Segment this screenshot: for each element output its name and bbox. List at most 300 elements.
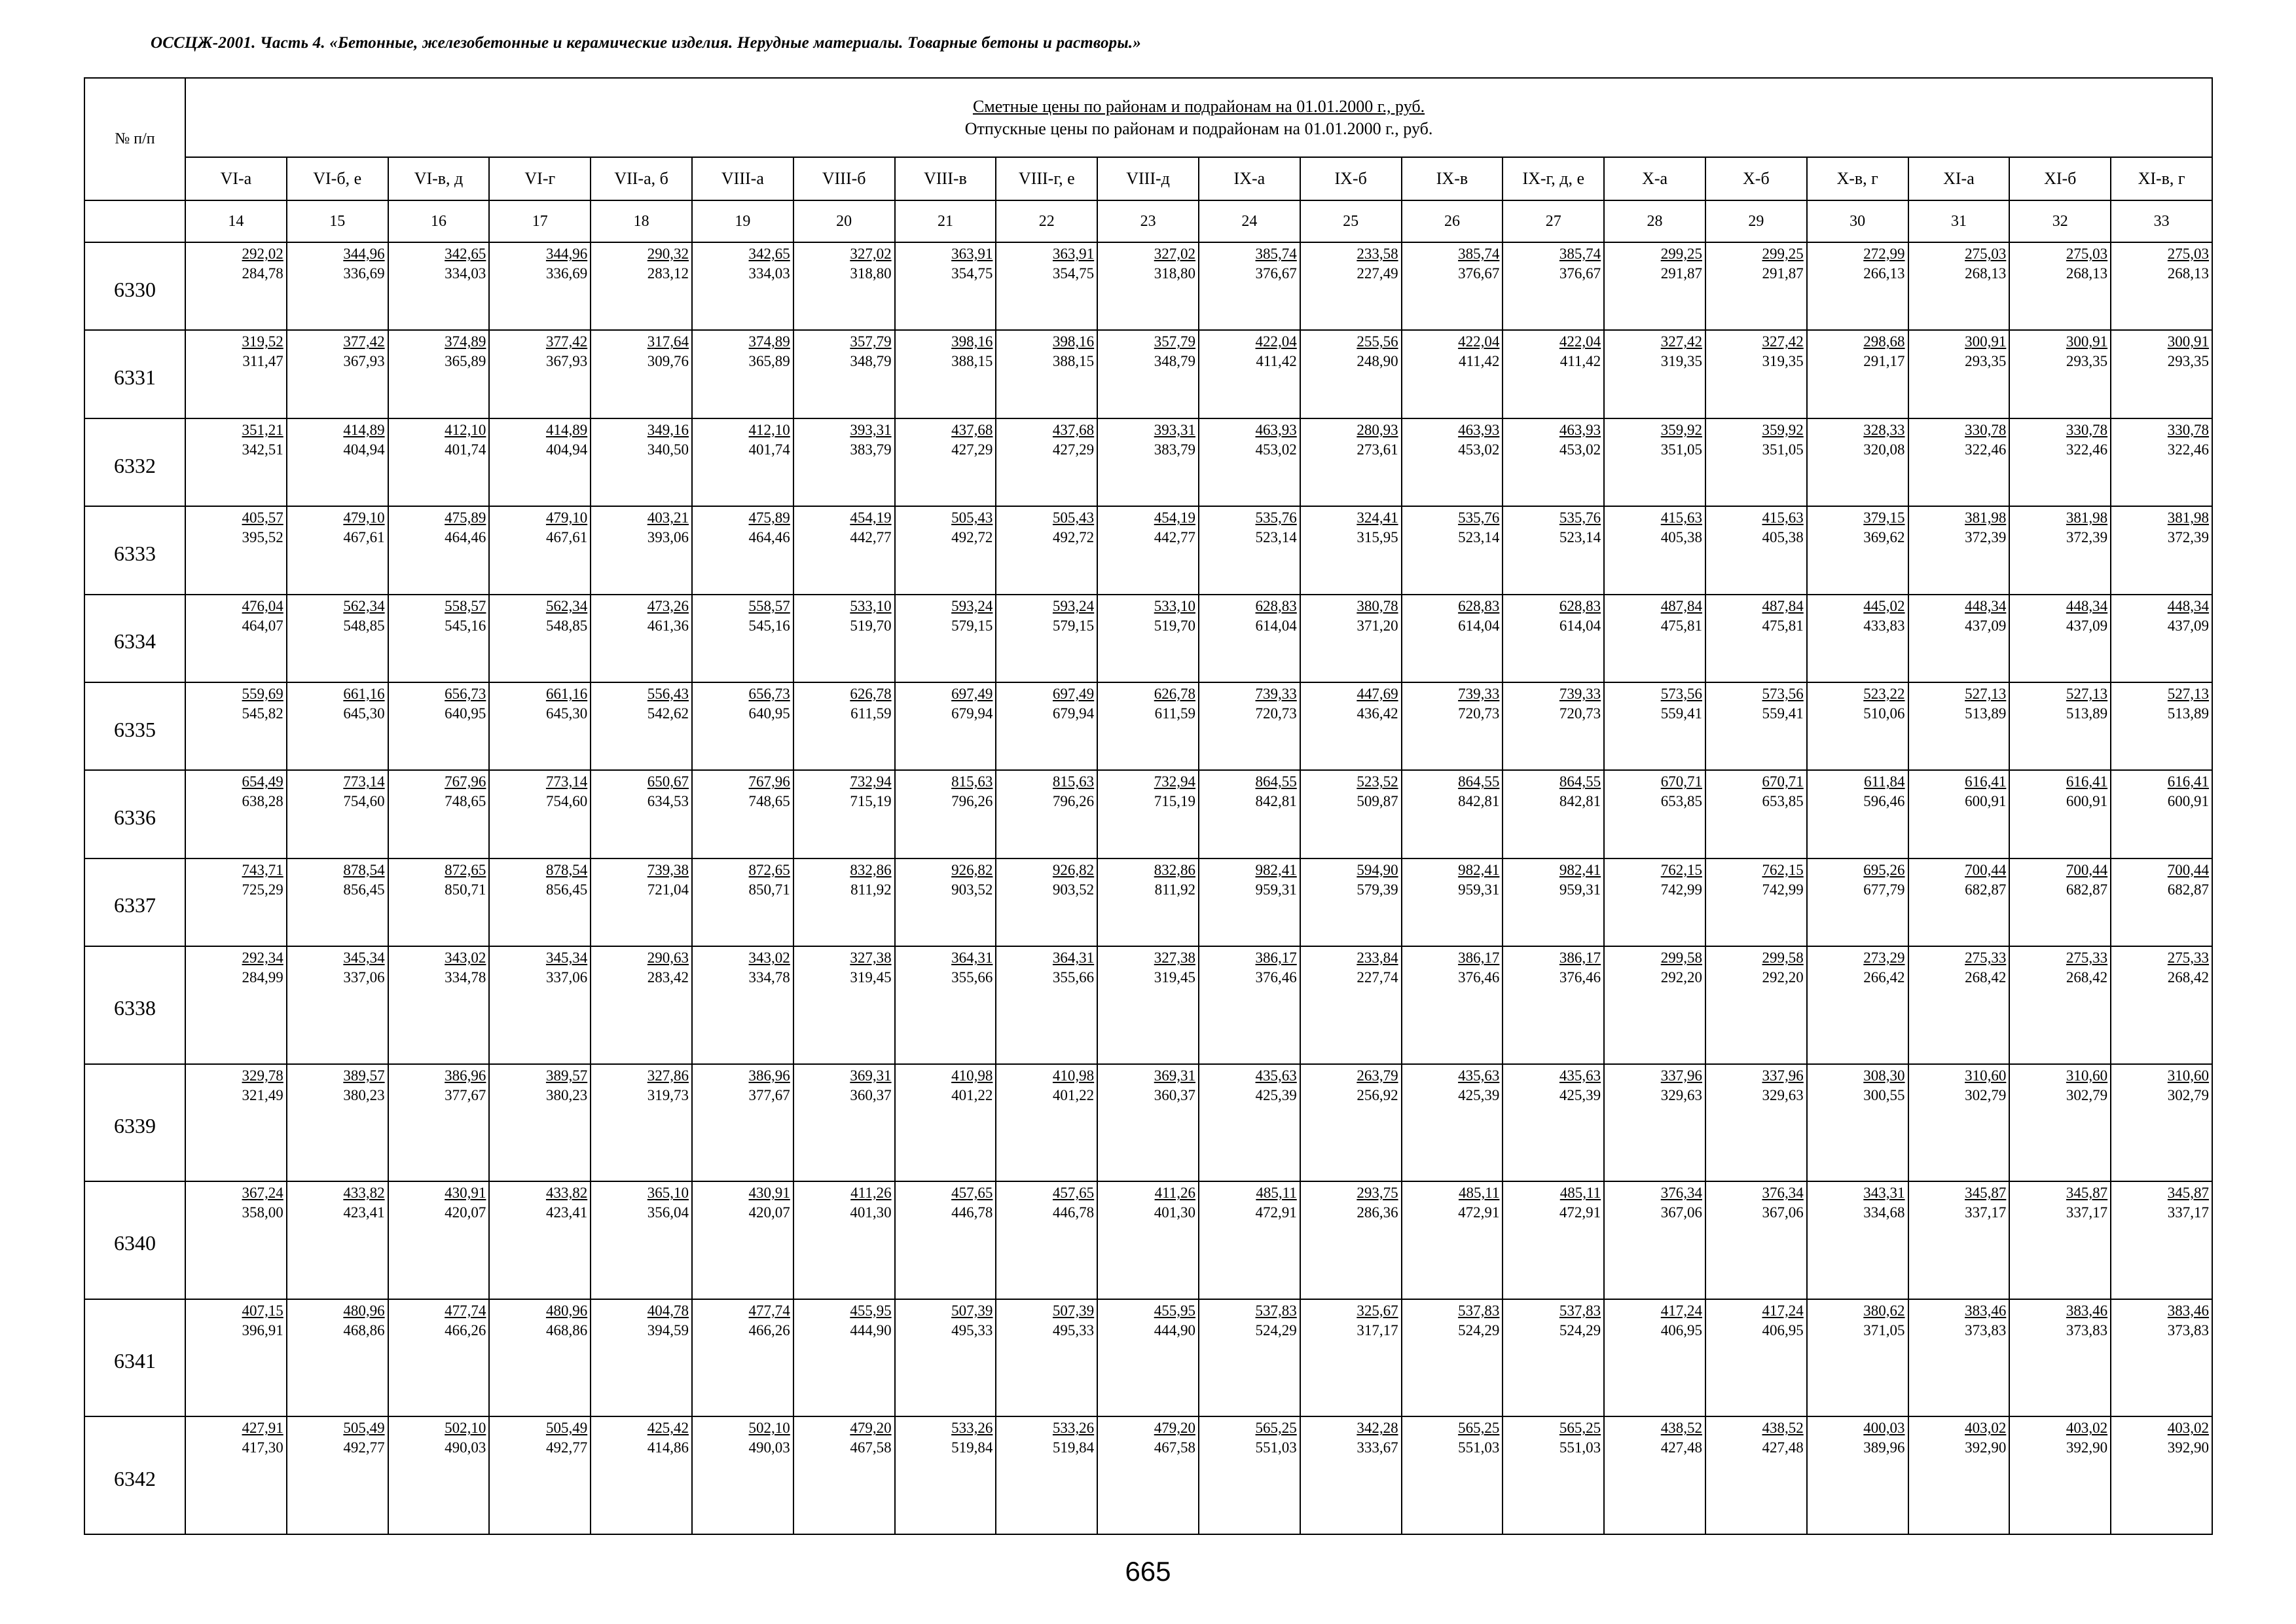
release-price: 388,15 (1052, 353, 1095, 370)
column-number: 14 (185, 200, 287, 242)
release-price: 411,42 (1458, 353, 1500, 370)
estimate-price: 485,11 (1256, 1185, 1297, 1202)
price-cell (185, 242, 287, 330)
estimate-price: 773,14 (343, 773, 385, 790)
estimate-price: 878,54 (343, 861, 385, 878)
release-price: 358,00 (242, 1204, 283, 1221)
estimate-price: 661,16 (545, 685, 588, 702)
estimate-price: 533,10 (1154, 597, 1195, 614)
price-cell (1705, 595, 1807, 682)
release-price: 842,81 (1559, 793, 1601, 810)
row-number: 6333 (84, 506, 185, 594)
estimate-price: 487,84 (1762, 597, 1804, 614)
estimate-price: 327,86 (647, 1067, 689, 1084)
price-cell (2009, 1064, 2111, 1182)
release-price: 227,49 (1357, 265, 1398, 282)
price-cell (1908, 506, 2010, 594)
price-cell (2009, 770, 2111, 858)
table-row (84, 1416, 2212, 1534)
price-cell (1908, 682, 2010, 770)
release-price: 524,29 (1458, 1321, 1500, 1338)
district-header: XI-а (1908, 157, 2010, 200)
price-cell (1807, 418, 1908, 506)
price-cell (287, 682, 388, 770)
price-cell (996, 946, 1097, 1064)
price-cell (1402, 595, 1503, 682)
estimate-price: 374,89 (445, 333, 486, 350)
price-cell (1300, 595, 1402, 682)
estimate-price: 437,68 (951, 421, 993, 438)
estimate-price: 573,56 (1762, 685, 1804, 702)
table-row (84, 1181, 2212, 1299)
release-price: 342,51 (242, 441, 283, 458)
price-cell (1300, 242, 1402, 330)
estimate-price: 505,49 (545, 1420, 588, 1437)
estimate-price: 628,83 (1559, 597, 1601, 614)
price-cell (895, 770, 996, 858)
estimate-price: 537,83 (1458, 1302, 1500, 1319)
price-cell (1402, 1299, 1503, 1417)
release-price: 523,14 (1458, 529, 1500, 546)
estimate-price: 299,25 (1762, 246, 1804, 263)
release-price: 425,39 (1255, 1086, 1297, 1103)
row-number: 6335 (84, 682, 185, 770)
column-number-empty (84, 200, 185, 242)
release-price: 545,16 (445, 617, 486, 634)
estimate-price: 507,39 (1052, 1302, 1095, 1319)
price-cell (1402, 1416, 1503, 1534)
release-price: 372,39 (2167, 529, 2210, 546)
release-price: 401,22 (1052, 1086, 1095, 1103)
release-price: 411,42 (1559, 353, 1601, 370)
column-number: 22 (996, 200, 1097, 242)
estimate-price: 454,19 (850, 509, 892, 526)
release-price: 372,39 (2066, 529, 2108, 546)
estimate-price: 324,41 (1357, 509, 1398, 526)
price-cell (591, 946, 692, 1064)
price-cell (287, 242, 388, 330)
estimate-price: 864,55 (1255, 773, 1297, 790)
estimate-price: 363,91 (951, 246, 993, 263)
release-price: 850,71 (748, 881, 790, 898)
price-cell (895, 330, 996, 418)
release-price: 334,03 (748, 265, 790, 282)
price-cell (2009, 1299, 2111, 1417)
price-cell (591, 770, 692, 858)
release-price: 371,20 (1357, 617, 1398, 634)
release-price: 291,87 (1660, 265, 1702, 282)
district-header: IX-в (1402, 157, 1503, 200)
release-price: 356,04 (647, 1204, 689, 1221)
price-cell (895, 1416, 996, 1534)
price-cell (793, 1181, 895, 1299)
release-price: 472,91 (1559, 1204, 1601, 1221)
price-cell (287, 1064, 388, 1182)
column-number: 25 (1300, 200, 1402, 242)
release-price: 394,59 (647, 1321, 689, 1338)
price-cell (287, 330, 388, 418)
release-price: 351,05 (1660, 441, 1702, 458)
price-cell (793, 946, 895, 1064)
price-cell (1097, 330, 1199, 418)
table-row (84, 242, 2212, 330)
price-cell (1705, 506, 1807, 594)
release-price: 467,58 (850, 1439, 892, 1456)
release-price: 401,30 (1154, 1204, 1195, 1221)
release-price: 472,91 (1458, 1204, 1500, 1221)
estimate-price: 616,41 (2066, 773, 2108, 790)
estimate-price: 438,52 (1660, 1420, 1702, 1437)
estimate-price: 457,65 (951, 1185, 993, 1202)
price-cell (1199, 242, 1300, 330)
estimate-price: 533,10 (850, 597, 892, 614)
estimate-price: 477,74 (748, 1302, 790, 1319)
price-cell (895, 595, 996, 682)
estimate-price: 412,10 (748, 421, 790, 438)
release-price: 492,72 (1052, 529, 1095, 546)
estimate-price: 403,02 (2167, 1420, 2210, 1437)
release-price: 393,06 (647, 529, 689, 546)
release-price: 437,09 (1965, 617, 2007, 634)
estimate-price: 329,78 (242, 1067, 283, 1084)
release-price: 351,05 (1762, 441, 1804, 458)
estimate-price: 502,10 (445, 1420, 486, 1437)
price-cell (1908, 418, 2010, 506)
release-price: 682,87 (2066, 881, 2108, 898)
price-cell (1097, 506, 1199, 594)
release-price: 679,94 (1052, 705, 1095, 722)
release-price: 319,45 (850, 969, 892, 986)
release-price: 311,47 (242, 353, 283, 370)
release-price: 959,31 (1559, 881, 1601, 898)
release-price: 682,87 (2167, 881, 2210, 898)
estimate-price: 415,63 (1660, 509, 1702, 526)
price-cell (287, 858, 388, 946)
estimate-price: 476,04 (242, 597, 283, 614)
price-cell (2111, 595, 2212, 682)
estimate-price: 616,41 (2167, 773, 2210, 790)
estimate-price: 369,31 (850, 1067, 892, 1084)
price-cell (388, 1181, 490, 1299)
release-price: 337,17 (2066, 1204, 2108, 1221)
estimate-price: 654,49 (242, 773, 283, 790)
estimate-price: 732,94 (1154, 773, 1195, 790)
release-price: 453,02 (1458, 441, 1500, 458)
estimate-price: 447,69 (1357, 685, 1398, 702)
row-number: 6336 (84, 770, 185, 858)
price-cell (287, 1181, 388, 1299)
estimate-price: 330,78 (2167, 421, 2210, 438)
estimate-price: 299,58 (1762, 950, 1804, 967)
price-cell (489, 330, 591, 418)
price-cell (1705, 242, 1807, 330)
release-price: 388,15 (951, 353, 993, 370)
estimate-price: 437,68 (1052, 421, 1095, 438)
estimate-price: 475,89 (748, 509, 790, 526)
release-price: 322,46 (2167, 441, 2210, 458)
price-cell (1503, 506, 1604, 594)
price-cell (388, 858, 490, 946)
price-cell (895, 1064, 996, 1182)
estimate-price: 385,74 (1255, 246, 1297, 263)
price-cell (287, 418, 388, 506)
estimate-price: 327,42 (1762, 333, 1804, 350)
release-price: 645,30 (343, 705, 385, 722)
price-cell (692, 1299, 793, 1417)
estimate-price: 379,15 (1863, 509, 1905, 526)
estimate-price: 385,74 (1458, 246, 1500, 263)
release-price: 748,65 (445, 793, 486, 810)
price-cell (388, 682, 490, 770)
release-price: 640,95 (748, 705, 790, 722)
district-header: VI-б, е (287, 157, 388, 200)
price-cell (692, 506, 793, 594)
release-price: 227,74 (1357, 969, 1398, 986)
price-cell (996, 682, 1097, 770)
price-cell (1807, 1416, 1908, 1534)
estimate-price: 656,73 (748, 685, 790, 702)
release-price: 283,42 (647, 969, 689, 986)
release-price: 464,07 (242, 617, 283, 634)
release-price: 437,09 (2167, 617, 2210, 634)
release-price: 640,95 (445, 705, 486, 722)
price-cell (2111, 682, 2212, 770)
price-cell (185, 770, 287, 858)
estimate-price: 386,17 (1255, 950, 1297, 967)
estimate-price: 403,02 (1965, 1420, 2007, 1437)
price-cell (793, 1416, 895, 1534)
release-price: 811,92 (1154, 881, 1195, 898)
price-cell (388, 595, 490, 682)
estimate-price: 342,65 (445, 246, 486, 263)
release-price: 513,89 (2167, 705, 2210, 722)
column-number: 18 (591, 200, 692, 242)
estimate-price: 263,79 (1357, 1067, 1398, 1084)
estimate-price: 417,24 (1660, 1302, 1702, 1319)
column-number: 29 (1705, 200, 1807, 242)
price-cell (1807, 1064, 1908, 1182)
estimate-price: 381,98 (2167, 509, 2210, 526)
estimate-price: 374,89 (748, 333, 790, 350)
release-price: 268,42 (1965, 969, 2007, 986)
price-cell (2009, 595, 2111, 682)
price-cell (2111, 1299, 2212, 1417)
estimate-price: 310,60 (2066, 1067, 2108, 1084)
price-cell (793, 770, 895, 858)
release-price: 519,84 (951, 1439, 993, 1456)
release-price: 292,20 (1660, 969, 1702, 986)
district-header: IX-а (1199, 157, 1300, 200)
price-cell (388, 1064, 490, 1182)
price-cell (1097, 1299, 1199, 1417)
estimate-price: 573,56 (1660, 685, 1702, 702)
estimate-price: 487,84 (1660, 597, 1702, 614)
price-cell (793, 242, 895, 330)
estimate-price: 310,60 (2167, 1067, 2210, 1084)
estimate-price: 393,31 (1154, 421, 1195, 438)
column-number: 30 (1807, 200, 1908, 242)
estimate-price: 502,10 (748, 1420, 790, 1437)
column-number: 28 (1604, 200, 1705, 242)
release-price: 545,82 (242, 705, 283, 722)
price-cell (895, 682, 996, 770)
price-cell (793, 418, 895, 506)
price-cell (1604, 242, 1705, 330)
table-row (84, 506, 2212, 594)
release-price: 380,23 (343, 1086, 385, 1103)
release-price: 395,52 (242, 529, 283, 546)
estimate-price: 479,20 (850, 1420, 892, 1437)
estimate-price: 565,25 (1255, 1420, 1297, 1437)
estimate-price: 593,24 (951, 597, 993, 614)
release-price: 475,81 (1660, 617, 1702, 634)
estimate-price: 815,63 (951, 773, 993, 790)
estimate-price: 275,03 (2066, 246, 2108, 263)
release-price: 551,03 (1458, 1439, 1500, 1456)
price-cell (1199, 1064, 1300, 1182)
price-cell (489, 770, 591, 858)
release-price: 392,90 (1965, 1439, 2007, 1456)
release-price: 420,07 (748, 1204, 790, 1221)
price-cell (1402, 682, 1503, 770)
release-price: 444,90 (1154, 1321, 1195, 1338)
release-price: 492,77 (343, 1439, 385, 1456)
release-price: 796,26 (951, 793, 993, 810)
release-price: 284,99 (242, 969, 283, 986)
price-cell (388, 1416, 490, 1534)
estimate-price: 594,90 (1357, 861, 1398, 878)
price-cell (1300, 946, 1402, 1064)
estimate-price: 565,25 (1458, 1420, 1500, 1437)
estimate-price: 376,34 (1762, 1185, 1804, 1202)
price-cell (1705, 1064, 1807, 1182)
estimate-price: 661,16 (343, 685, 385, 702)
price-cell (793, 330, 895, 418)
table-row (84, 946, 2212, 1064)
estimate-price: 327,02 (850, 246, 892, 263)
price-cell (388, 946, 490, 1064)
release-price: 513,89 (2066, 705, 2108, 722)
price-cell (996, 330, 1097, 418)
estimate-price: 308,30 (1863, 1067, 1905, 1084)
price-cell (1604, 595, 1705, 682)
release-price: 322,46 (1965, 441, 2007, 458)
estimate-price: 380,62 (1863, 1302, 1905, 1319)
estimate-price: 872,65 (748, 861, 790, 878)
price-cell (1503, 946, 1604, 1064)
price-cell (793, 858, 895, 946)
estimate-price: 386,17 (1559, 950, 1601, 967)
price-cell (1705, 1416, 1807, 1534)
price-cell (2111, 1181, 2212, 1299)
price-cell (1402, 418, 1503, 506)
release-price: 336,69 (343, 265, 385, 282)
release-price: 742,99 (1762, 881, 1804, 898)
price-cell (692, 595, 793, 682)
price-cell (1604, 1416, 1705, 1534)
estimate-price: 445,02 (1863, 597, 1905, 614)
release-price: 519,84 (1052, 1439, 1095, 1456)
release-price: 559,41 (1660, 705, 1702, 722)
price-cell (185, 595, 287, 682)
estimate-price: 359,92 (1660, 421, 1702, 438)
release-price: 321,49 (242, 1086, 283, 1103)
release-price: 442,77 (1154, 529, 1195, 546)
release-price: 336,69 (545, 265, 588, 282)
price-cell (1300, 1064, 1402, 1182)
table-row (84, 1064, 2212, 1182)
release-price: 423,41 (343, 1204, 385, 1221)
release-price: 423,41 (545, 1204, 588, 1221)
estimate-price: 505,43 (951, 509, 993, 526)
price-cell (2111, 770, 2212, 858)
release-price: 420,07 (445, 1204, 486, 1221)
estimate-price: 407,15 (242, 1302, 283, 1319)
estimate-price: 386,17 (1458, 950, 1500, 967)
row-number: 6331 (84, 330, 185, 418)
release-price: 461,36 (647, 617, 689, 634)
estimate-price: 695,26 (1863, 861, 1905, 878)
estimate-price: 327,42 (1660, 333, 1702, 350)
price-cell (1705, 858, 1807, 946)
release-price: 337,17 (2167, 1204, 2210, 1221)
price-cell (1503, 330, 1604, 418)
price-cell (1402, 858, 1503, 946)
page-number: 665 (1125, 1556, 1171, 1587)
estimate-price: 345,87 (2167, 1185, 2210, 1202)
price-cell (388, 770, 490, 858)
row-number: 6341 (84, 1299, 185, 1417)
release-price: 436,42 (1357, 705, 1398, 722)
district-header: IX-б (1300, 157, 1402, 200)
release-price: 329,63 (1762, 1086, 1804, 1103)
release-price: 548,85 (545, 617, 588, 634)
estimate-price: 507,39 (951, 1302, 993, 1319)
row-number: 6342 (84, 1416, 185, 1534)
release-price: 291,17 (1863, 353, 1905, 370)
estimate-price: 345,34 (545, 950, 588, 967)
estimate-price: 739,33 (1559, 685, 1601, 702)
price-cell (2009, 242, 2111, 330)
price-cell (2111, 418, 2212, 506)
estimate-price: 626,78 (1154, 685, 1195, 702)
release-price: 903,52 (951, 881, 993, 898)
price-cell (591, 1064, 692, 1182)
table-row (84, 682, 2212, 770)
release-price: 725,29 (242, 881, 283, 898)
column-number: 20 (793, 200, 895, 242)
release-price: 579,15 (951, 617, 993, 634)
estimate-price: 455,95 (1154, 1302, 1195, 1319)
estimate-price: 454,19 (1154, 509, 1195, 526)
estimate-price: 377,42 (343, 333, 385, 350)
release-price: 334,68 (1863, 1204, 1905, 1221)
estimate-price: 535,76 (1458, 509, 1500, 526)
column-number: 31 (1908, 200, 2010, 242)
estimate-price: 292,02 (242, 246, 283, 263)
estimate-price: 389,57 (545, 1067, 588, 1084)
release-price: 464,46 (445, 529, 486, 546)
estimate-price: 403,02 (2066, 1420, 2108, 1437)
price-cell (1300, 770, 1402, 858)
price-cell (489, 1416, 591, 1534)
column-number: 24 (1199, 200, 1300, 242)
estimate-price: 405,57 (242, 509, 283, 526)
price-cell (591, 682, 692, 770)
estimate-price: 533,26 (951, 1420, 993, 1437)
estimate-price: 767,96 (748, 773, 790, 790)
estimate-price: 435,63 (1458, 1067, 1500, 1084)
